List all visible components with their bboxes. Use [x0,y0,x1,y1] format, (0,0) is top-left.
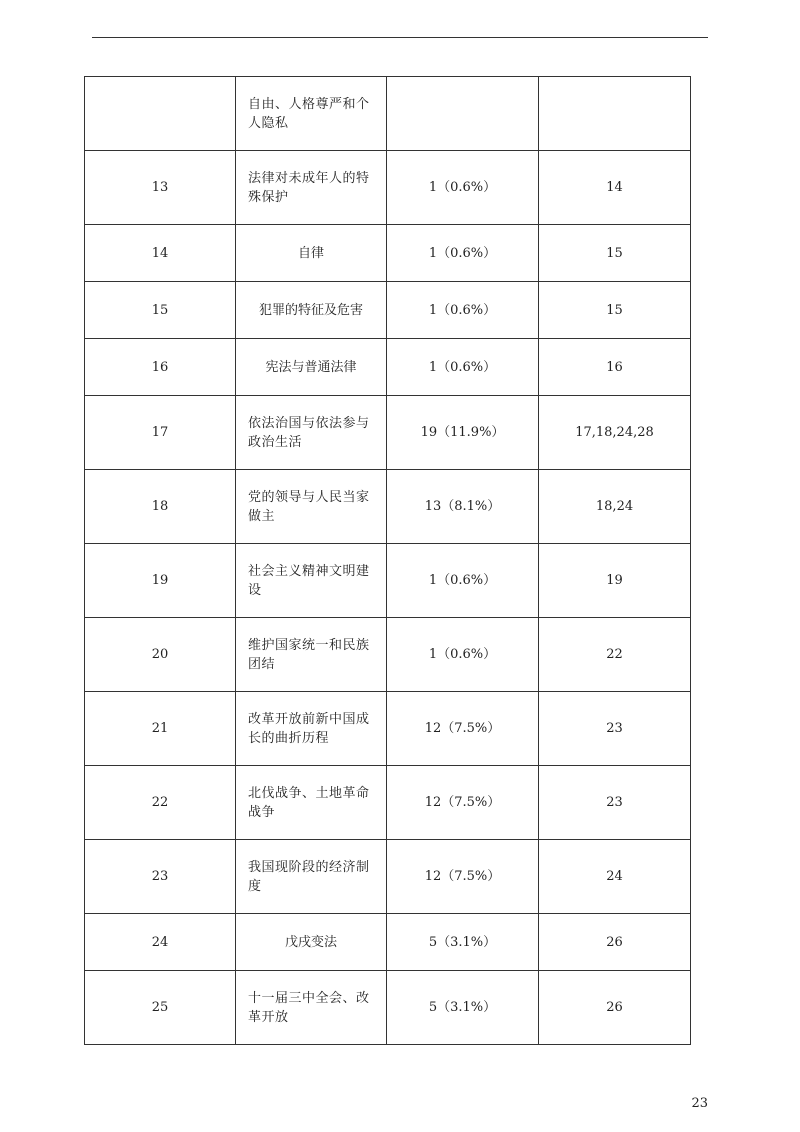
count-cell: 12（7.5%） [387,840,539,914]
count-cell: 1（0.6%） [387,151,539,225]
topic-text: 我国现阶段的经济制度 [248,859,370,894]
question-numbers-cell: 18,24 [539,470,691,544]
count-cell: 1（0.6%） [387,339,539,396]
topic-text: 改革开放前新中国成长的曲折历程 [248,711,370,746]
topic-cell [236,470,387,544]
count-cell: 1（0.6%） [387,282,539,339]
table-row [85,282,691,339]
table-row [85,77,691,151]
row-number-cell: 14 [85,225,236,282]
question-numbers-cell: 16 [539,339,691,396]
topic-cell [236,766,387,840]
topic-text: 社会主义精神文明建设 [248,563,370,598]
count-cell: 1（0.6%） [387,225,539,282]
table-row [85,692,691,766]
table-row [85,914,691,971]
knowledge-point-table [84,76,691,1045]
count-cell: 19（11.9%） [387,396,539,470]
row-number-cell: 16 [85,339,236,396]
table-row [85,396,691,470]
row-number-cell: 25 [85,971,236,1045]
table-row [85,151,691,225]
topic-cell [236,692,387,766]
topic-text: 法律对未成年人的特殊保护 [248,170,370,205]
topic-cell: 宪法与普通法律 [236,339,387,396]
row-number-cell: 24 [85,914,236,971]
topic-cell [236,840,387,914]
count-cell: 1（0.6%） [387,544,539,618]
count-cell: 1（0.6%） [387,618,539,692]
row-number-cell: 23 [85,840,236,914]
topic-cell [236,544,387,618]
table-row [85,544,691,618]
topic-cell [236,77,387,151]
row-number-cell: 19 [85,544,236,618]
count-cell: 5（3.1%） [387,971,539,1045]
topic-cell [236,151,387,225]
count-cell: 13（8.1%） [387,470,539,544]
topic-text: 依法治国与依法参与政治生活 [248,415,370,450]
table-row [85,618,691,692]
topic-cell: 犯罪的特征及危害 [236,282,387,339]
count-cell: 12（7.5%） [387,766,539,840]
question-numbers-cell: 26 [539,914,691,971]
topic-text: 党的领导与人民当家做主 [248,489,370,524]
table-row [85,470,691,544]
row-number-cell: 13 [85,151,236,225]
topic-cell [236,618,387,692]
row-number-cell: 20 [85,618,236,692]
header-rule [92,37,708,38]
question-numbers-cell: 15 [539,225,691,282]
table-row [85,840,691,914]
table-row [85,339,691,396]
count-cell: 12（7.5%） [387,692,539,766]
table-row [85,766,691,840]
topic-text: 十一届三中全会、改革开放 [248,990,370,1025]
count-cell [387,77,539,151]
question-numbers-cell: 26 [539,971,691,1045]
topic-text: 北伐战争、土地革命战争 [248,785,370,820]
topic-cell [236,396,387,470]
question-numbers-cell: 14 [539,151,691,225]
question-numbers-cell: 24 [539,840,691,914]
row-number-cell: 17 [85,396,236,470]
row-number-cell: 18 [85,470,236,544]
table-row [85,225,691,282]
topic-text: 自由、人格尊严和个人隐私 [248,96,370,131]
row-number-cell [85,77,236,151]
question-numbers-cell: 23 [539,692,691,766]
count-cell: 5（3.1%） [387,914,539,971]
page-number: 23 [691,1096,708,1111]
question-numbers-cell: 17,18,24,28 [539,396,691,470]
row-number-cell: 22 [85,766,236,840]
question-numbers-cell: 23 [539,766,691,840]
question-numbers-cell [539,77,691,151]
row-number-cell: 21 [85,692,236,766]
row-number-cell: 15 [85,282,236,339]
topic-cell: 戊戌变法 [236,914,387,971]
question-numbers-cell: 15 [539,282,691,339]
table-row [85,971,691,1045]
topic-cell [236,971,387,1045]
topic-text: 维护国家统一和民族团结 [248,637,370,672]
question-numbers-cell: 22 [539,618,691,692]
topic-cell: 自律 [236,225,387,282]
question-numbers-cell: 19 [539,544,691,618]
